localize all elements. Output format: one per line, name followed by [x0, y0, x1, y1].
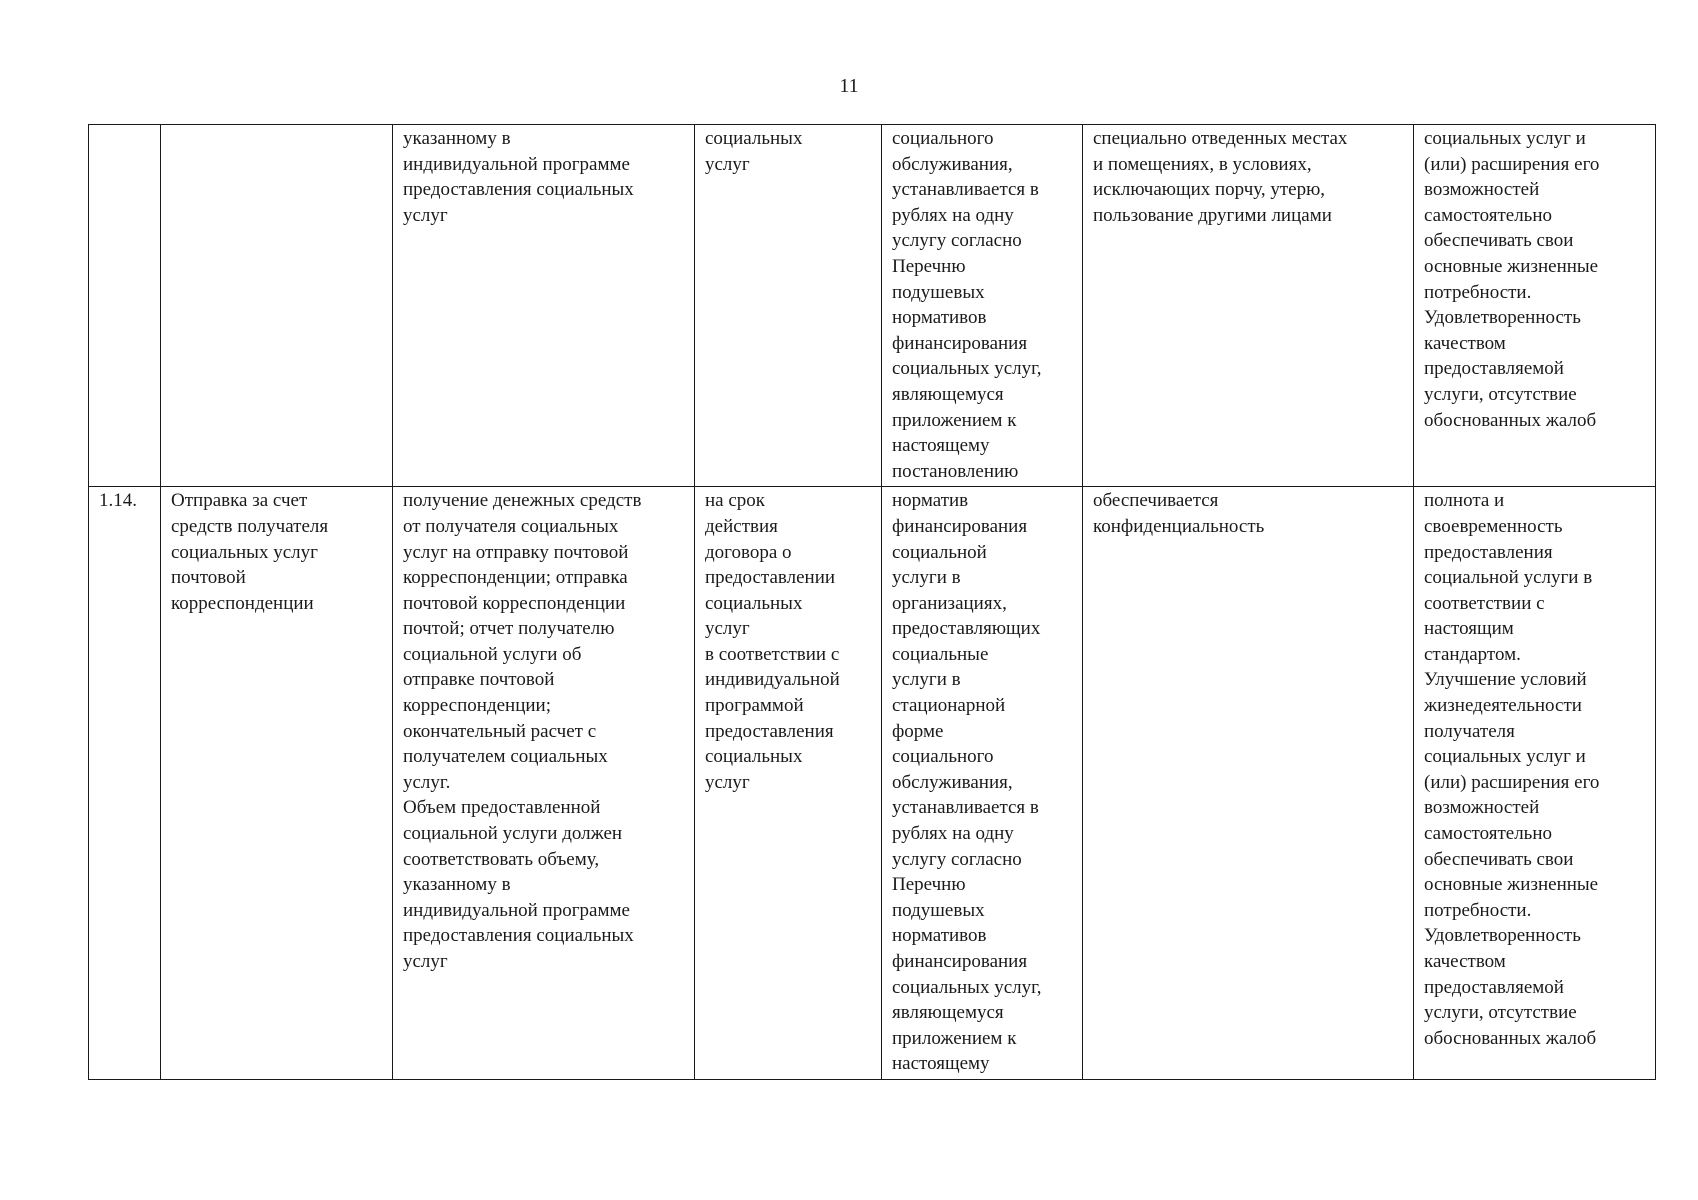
table-row [89, 125, 1656, 487]
service-conditions-cell: специально отведенных местах и помещениях, в условиях, исключающих порчу, утерю, пользование другими лицами [1083, 125, 1414, 487]
table-row [89, 487, 1656, 1080]
service-term-cell: на срок действия договора о предоставлении социальных услуг в соответствии с индивидуальной программой предоставления социальных услуг [695, 487, 882, 1080]
service-quality-cell: социальных услуг и (или) расширения его возможностей самостоятельно обеспечивать свои основные жизненные потребности. Удовлетворенность качеством предоставляемой услуги, отсутствие обоснованных жалоб [1414, 125, 1656, 487]
service-name-cell [161, 125, 393, 487]
service-description-cell: получение денежных средств от получателя социальных услуг на отправку почтовой корреспонденции; отправка почтовой корреспонденции почтой; отчет получателю социальной услуги об отправке почтовой корреспонденции; окончательный расчет с получателем социальных услуг. Объем предоставленной социальной услуги должен соответствовать объему, указанному в индивидуальной программе предоставления социальных услуг [393, 487, 695, 1080]
service-term-cell: социальных услуг [695, 125, 882, 487]
service-tariff-cell: социального обслуживания, устанавливается в рублях на одну услугу согласно Перечню подушевых нормативов финансирования социальных услуг, являющемуся приложением к настоящему постановлению [882, 125, 1083, 487]
service-number-cell: 1.14. [89, 487, 161, 1080]
service-number-cell [89, 125, 161, 487]
service-name-cell: Отправка за счет средств получателя социальных услуг почтовой корреспонденции [161, 487, 393, 1080]
service-tariff-cell: норматив финансирования социальной услуги в организациях, предоставляющих социальные услуги в стационарной форме социального обслуживания, устанавливается в рублях на одну услугу согласно Перечню подушевых нормативов финансирования социальных услуг, являющемуся приложением к настоящему [882, 487, 1083, 1080]
service-conditions-cell: обеспечивается конфиденциальность [1083, 487, 1414, 1080]
service-quality-cell: полнота и своевременность предоставления социальной услуги в соответствии с настоящим стандартом. Улучшение условий жизнедеятельности получателя социальных услуг и (или) расширения его возможностей самостоятельно обеспечивать свои основные жизненные потребности. Удовлетворенность качеством предоставляемой услуги, отсутствие обоснованных жалоб [1414, 487, 1656, 1080]
page-number: 11 [839, 75, 859, 97]
services-table [88, 124, 1656, 1080]
service-description-cell: указанному в индивидуальной программе предоставления социальных услуг [393, 125, 695, 487]
